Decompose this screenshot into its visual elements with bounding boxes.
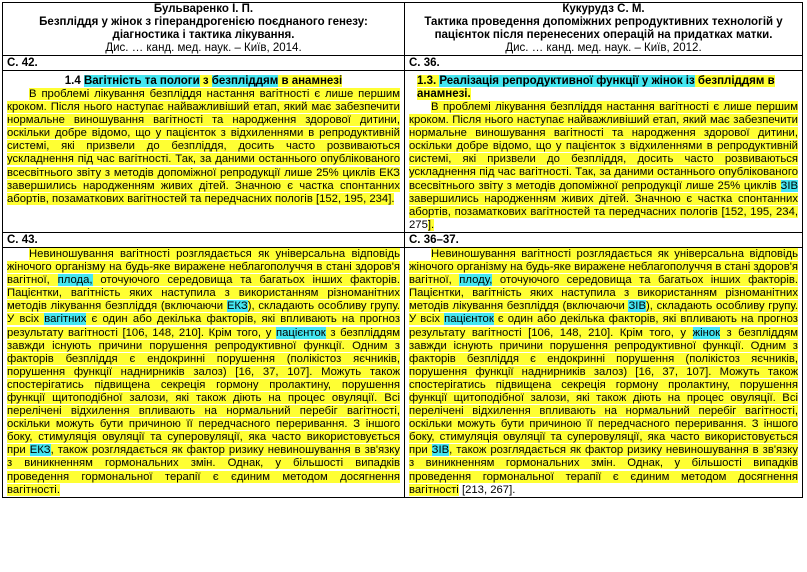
right-text-cell-1: [405, 71, 803, 233]
right-page-ref-1: С. 36.: [405, 56, 803, 71]
left-section-heading: [7, 71, 400, 88]
yellow-highlighted-text: з: [199, 75, 212, 87]
yellow-highlighted-text: 1.3.: [417, 75, 440, 87]
left-title: Безпліддя у жінок з гіперандрогенією поєднаного генезу: діагностика і тактика лікування.: [39, 16, 368, 41]
yellow-highlighted-text: В проблемі лікування безпліддя настання вагітності є лише першим кроком. Після нього наступає найважливіший етап, який має забезпечити нормальне виношування вагітності та народження здорової дитини, оскільки добре відомо, що у пацієнток з відхиленнями в репродуктивній системі, які призвели до безпліддя, досить часто розвиваються ускладнення під час вагітності. Так, за даними останнього опублікованого всесвітнього звіту з методів допоміжної репродукції лише 25% циклів: [409, 101, 798, 192]
left-publication: Дис. … канд. мед. наук. – Київ, 2014.: [105, 42, 302, 54]
cyan-highlighted-text: плода,: [57, 274, 93, 287]
plain-text: 275: [409, 218, 428, 231]
yellow-highlighted-text: ), складають особливу групу. У всіх: [7, 300, 400, 326]
yellow-highlighted-text: в анамнезі: [278, 75, 343, 87]
right-publication: Дис. … канд. мед. наук. – Київ, 2012.: [505, 42, 702, 54]
left-author: Бульваренко І. П.: [153, 3, 254, 15]
yellow-highlighted-text: оточуючого середовища та багатьох інших факторів. Пацієнтки, вагітність яких наступила з використанням різноманітних методів лікування безпліддя (включаючи: [7, 274, 400, 313]
cyan-highlighted-text: пацієнток: [276, 326, 326, 339]
yellow-highlighted-text: безпліддям в анамнезі.: [417, 75, 775, 100]
yellow-highlighted-text: ), складають особливу групу. У всіх: [409, 300, 798, 326]
page-row-1: [3, 56, 803, 71]
text-row-2: [3, 247, 803, 497]
left-page-ref-1: С. 42.: [3, 56, 405, 71]
right-paragraph-2: [409, 248, 798, 497]
left-text-cell-2: [3, 247, 405, 497]
left-source-header: [3, 3, 405, 56]
left-page-ref-2: С. 43.: [3, 232, 405, 247]
cyan-highlighted-text: Реалізація репродуктивної функції у жінок із: [439, 75, 695, 87]
right-section-heading: [409, 71, 798, 101]
right-page-ref-2: С. 36–37.: [405, 232, 803, 247]
yellow-highlighted-text: є один або декілька факторів, які впливають на прогноз результату вагітності [106, 148, 210]. Крім того, у: [7, 313, 400, 339]
cyan-highlighted-text: ЗІВ: [628, 300, 646, 313]
yellow-highlighted-text: В проблемі лікування безпліддя настання вагітності є лише першим кроком. Після нього наступає найважливіший етап, який має забезпечити нормальне виношування вагітності та народження здорової дитини, оскільки добре відомо, що у пацієнток з відхиленнями в репродуктивній системі, які призвели до безпліддя, досить часто розвиваються ускладнення під час вагітності. Так, за даними останнього опублікованого всесвітнього звіту з методів допоміжної репродукції лише 25% циклів ЕКЗ завершились народженням живих дітей. Значною є частка спонтанних абортів, позаматкових вагітностей та передчасних пологів [152, 195, 234].: [7, 88, 400, 205]
comparison-table: [2, 2, 803, 498]
cyan-highlighted-text: пацієнток: [444, 313, 494, 326]
plain-text: 1.4: [64, 75, 84, 87]
yellow-highlighted-text: є один або декілька факторів, які впливають на прогноз результату вагітності [106, 148, 210]. Крім того, у: [409, 313, 798, 339]
cyan-highlighted-text: Вагітність та пологи: [83, 75, 200, 87]
page-row-2: [3, 232, 803, 247]
yellow-highlighted-text: Невиношування вагітності розглядається як універсальна відповідь жіночого організму на будь-яке виражене неблагополуччя в стані здоров'я вагітної,: [7, 247, 400, 287]
cyan-highlighted-text: вагітних: [44, 313, 87, 326]
cyan-highlighted-text: ЕКЗ: [29, 444, 51, 457]
cyan-highlighted-text: безпліддям: [211, 75, 279, 87]
yellow-highlighted-text: , також розглядається як фактор ризику невиношування в зв'язку з виникненням гормональних змін. Однак, у більшості випадків проведення гормональної терапії є єдиним методом досягнення вагітності: [409, 444, 798, 496]
text-row-1: [3, 71, 803, 233]
right-text-cell-2: [405, 247, 803, 497]
left-text-cell-1: [3, 71, 405, 233]
right-title: Тактика проведення допоміжних репродуктивних технологій у пацієнток після перенесених операцій на придатках матки.: [424, 16, 783, 41]
cyan-highlighted-text: ЗІВ: [431, 444, 450, 457]
yellow-highlighted-text: завершились народженням живих дітей. Значною є частка спонтанних абортів, позаматкових вагітностей та передчасних пологів [152, 195, 234,: [409, 192, 798, 218]
yellow-highlighted-text: з безпліддям завжди існують причини порушення репродуктивної функції. Одним з факторів безпліддя є ендокринні порушення (полікістоз яєчників, порушення функції наднирників залоз) [16, 37, 107]. Можуть також спостерігатись підвищена секреція гормону пролактину, порушення функції щитоподібної залози, які також діють на процес овуляції. Всі перелічені відхилення впливають на нормальний перебіг вагітності, оскільки можуть бути причиною її передчасного переривання. З іншого боку, стимуляція овуляції та суперовуляції, яка часто використовується при: [409, 326, 798, 457]
plain-text: [213, 267].: [458, 483, 516, 496]
right-paragraph-1: [409, 101, 798, 232]
right-source-header: [405, 3, 803, 56]
yellow-highlighted-text: оточуючого середовища та багатьох інших факторів. Пацієнтки, вагітність яких наступила з використанням різноманітних методів лікування безпліддя (включаючи: [409, 274, 798, 313]
yellow-highlighted-text: ].: [427, 218, 435, 231]
header-row: [3, 3, 803, 56]
right-author: Кукурудз С. М.: [562, 3, 645, 15]
yellow-highlighted-text: з безпліддям завжди існують причини порушення репродуктивної функції. Одним з факторів безпліддя є ендокринні порушення (полікістоз яєчників, порушення функції наднирників залоз) [16, 37, 107]. Можуть також спостерігатись підвищена секреція гормону пролактину, порушення функції щитоподібної залози, які також діють на процес овуляції. Всі перелічені відхилення впливають на нормальний перебіг вагітності, оскільки можуть бути причиною її передчасного переривання. З іншого боку, стимуляція овуляції та суперовуляції, яка часто використовується при: [7, 326, 400, 457]
cyan-highlighted-text: жінок: [692, 326, 721, 339]
left-paragraph-2: [7, 248, 400, 497]
yellow-highlighted-text: Невиношування вагітності розглядається як універсальна відповідь жіночого організму на будь-яке виражене неблагополуччя в стані здоров'я вагітної,: [409, 247, 798, 287]
cyan-highlighted-text: ЗІВ: [780, 179, 798, 192]
cyan-highlighted-text: ЕКЗ: [226, 300, 248, 313]
cyan-highlighted-text: плоду,: [459, 274, 493, 287]
left-paragraph-1: [7, 88, 400, 206]
yellow-highlighted-text: , також розглядається як фактор ризику невиношування в зв'язку з виникненням гормональних змін. Однак, у більшості випадків проведення гормональної терапії є єдиним методом досягнення вагітності.: [7, 444, 400, 496]
